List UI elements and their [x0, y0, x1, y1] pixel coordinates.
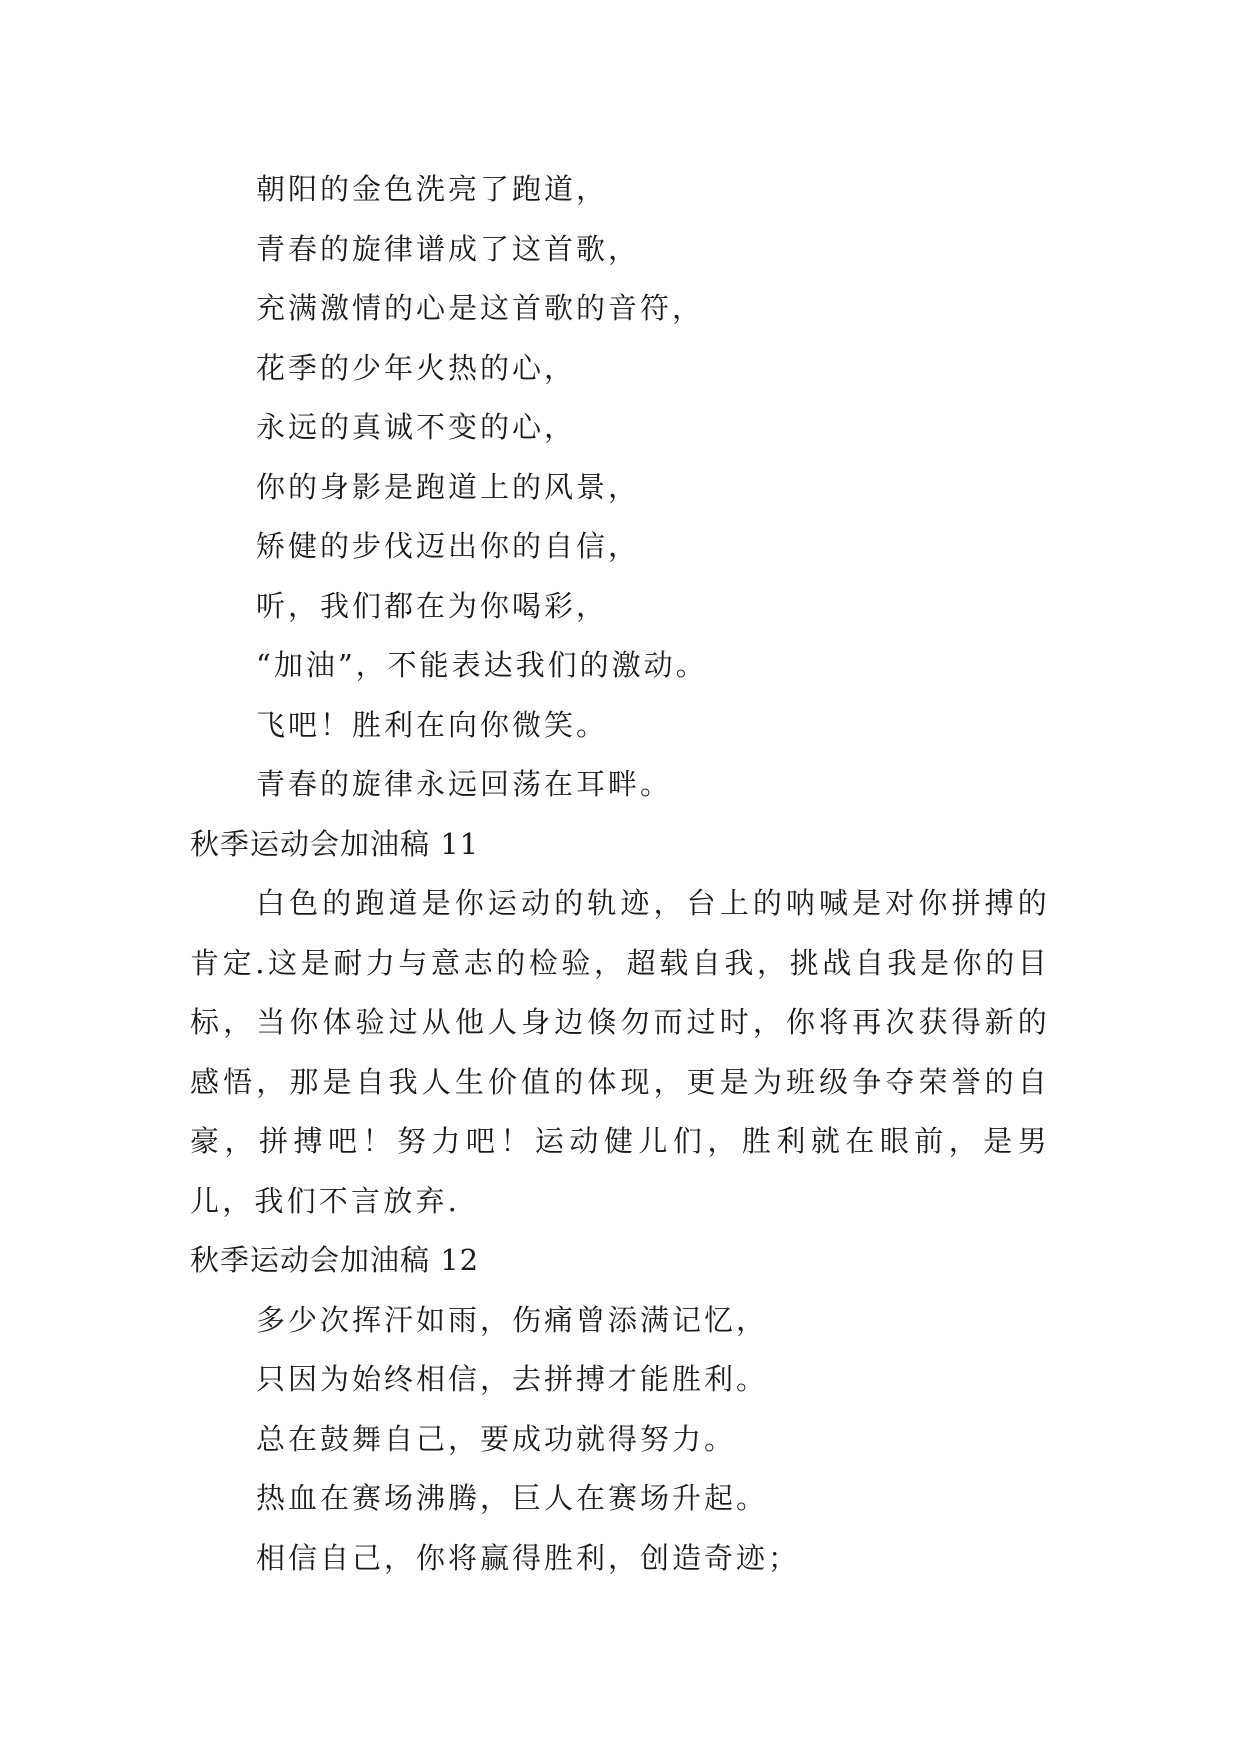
section-heading: 秋季运动会加油稿 12 — [190, 1243, 480, 1277]
poem-line: 总在鼓舞自己，要成功就得努力。 — [256, 1421, 737, 1456]
poem-line: 永远的真诚不变的心， — [256, 410, 577, 444]
poem-section-1 — [190, 160, 1050, 815]
section-11 — [190, 815, 1050, 1232]
poem-line: 只因为始终相信，去拼搏才能胜利。 — [256, 1362, 769, 1396]
section-12 — [190, 1231, 1050, 1588]
poem-line: 相信自己，你将赢得胜利，创造奇迹； — [256, 1540, 801, 1575]
poem-line: 你的身影是跑道上的风景， — [256, 469, 641, 504]
poem-line: 青春的旋律永远回荡在耳畔。 — [256, 767, 673, 801]
poem-line: 朝阳的金色洗亮了跑道， — [256, 172, 609, 206]
document-content — [190, 160, 1050, 1588]
poem-line: 矫健的步伐迈出你的自信， — [256, 529, 641, 563]
poem-line: 花季的少年火热的心， — [256, 350, 577, 385]
section-heading: 秋季运动会加油稿 11 — [190, 826, 480, 861]
poem-line: 热血在赛场沸腾，巨人在赛场升起。 — [256, 1481, 769, 1515]
poem-line: “加油”，不能表达我们的激动。 — [256, 648, 708, 682]
poem-line: 飞吧！胜利在向你微笑。 — [256, 707, 609, 742]
body-paragraph: 白色的跑道是你运动的轨迹，台上的呐喊是对你拼搏的肯定.这是耐力与意志的检验，超载自我，挑战自我是你的目标，当你体验过从他人身边倏勿而过时，你将再次获得新的感悟，那是自我人生价值的体现，更是为班级争夺荣誉的自豪，拼搏吧！努力吧！运动健儿们，胜利就在眼前，是男儿，我们不言放弃. — [190, 886, 1050, 1218]
poem-line: 听，我们都在为你喝彩， — [256, 588, 609, 623]
poem-line: 青春的旋律谱成了这首歌， — [256, 231, 641, 266]
poem-line: 充满激情的心是这首歌的音符， — [256, 291, 705, 325]
poem-line: 多少次挥汗如雨，伤痛曾添满记忆， — [256, 1302, 769, 1337]
